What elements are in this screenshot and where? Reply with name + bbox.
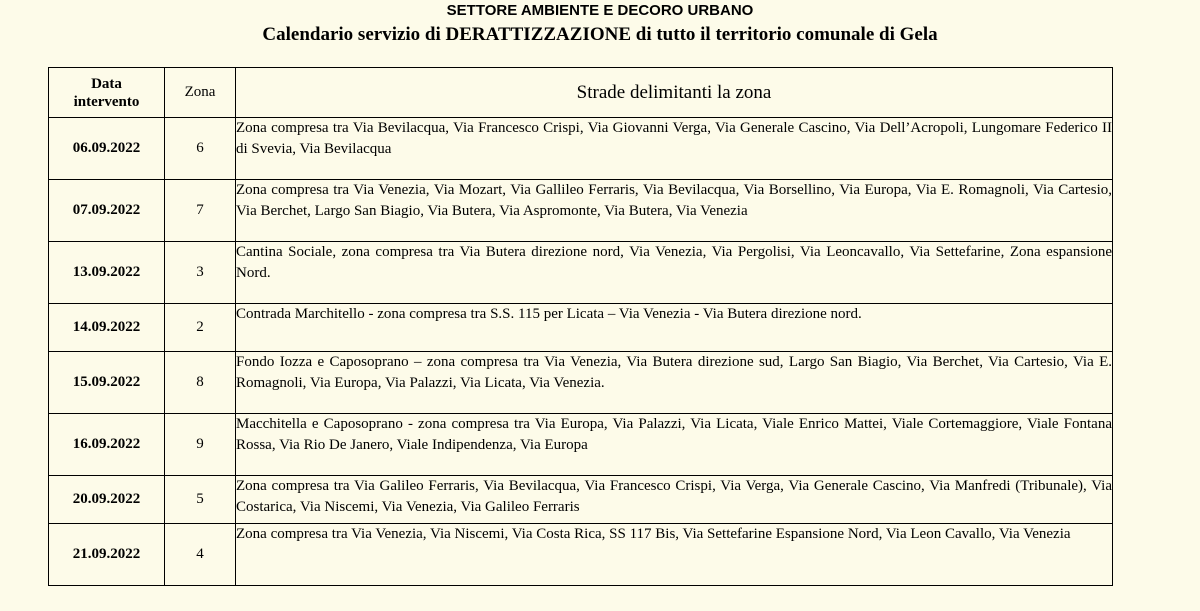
schedule-table [48,67,1113,586]
row-date: 06.09.2022 [49,118,165,180]
row-zone: 4 [165,524,236,586]
document-title: Calendario servizio di DERATTIZZAZIONE di tutto il territorio comunale di Gela [262,24,938,45]
column-header-date-line2: intervento [73,93,140,110]
row-date: 07.09.2022 [49,180,165,242]
column-header-streets: Strade delimitanti la zona [236,68,1113,118]
row-date: 13.09.2022 [49,242,165,304]
column-header-zone: Zona [165,68,236,118]
table-row [49,476,1113,524]
column-header-date [49,68,165,118]
row-streets: Fondo Iozza e Caposoprano – zona compresa tra Via Venezia, Via Butera direzione sud, Largo San Biagio, Via Berchet, Via Cartesio, Via E. Romagnoli, Via Europa, Via Palazzi, Via Licata, Via Venezia. [236,352,1113,414]
row-streets: Contrada Marchitello - zona compresa tra S.S. 115 per Licata – Via Venezia - Via Butera direzione nord. [236,304,1113,352]
row-date: 16.09.2022 [49,414,165,476]
row-zone: 2 [165,304,236,352]
row-date: 15.09.2022 [49,352,165,414]
row-date: 20.09.2022 [49,476,165,524]
table-header-row [49,68,1113,118]
table-row [49,118,1113,180]
row-streets: Zona compresa tra Via Venezia, Via Niscemi, Via Costa Rica, SS 117 Bis, Via Settefarine Espansione Nord, Via Leon Cavallo, Via Venezia [236,524,1113,586]
table-row [49,352,1113,414]
table-row [49,414,1113,476]
table-row [49,242,1113,304]
table-row [49,180,1113,242]
document-header [0,0,1200,46]
row-date: 14.09.2022 [49,304,165,352]
row-streets: Macchitella e Caposoprano - zona compresa tra Via Europa, Via Palazzi, Via Licata, Viale Enrico Mattei, Viale Cortemaggiore, Viale Fontana Rossa, Via Rio De Janero, Viale Indipendenza, Via Europa [236,414,1113,476]
row-zone: 7 [165,180,236,242]
row-zone: 6 [165,118,236,180]
row-zone: 3 [165,242,236,304]
row-zone: 9 [165,414,236,476]
row-zone: 5 [165,476,236,524]
department-heading: SETTORE AMBIENTE E DECORO URBANO [446,2,754,19]
table-row [49,304,1113,352]
column-header-date-line1: Data [91,75,122,92]
row-streets: Cantina Sociale, zona compresa tra Via Butera direzione nord, Via Venezia, Via Pergolisi, Via Leoncavallo, Via Settefarine, Zona espansione Nord. [236,242,1113,304]
row-zone: 8 [165,352,236,414]
table-row [49,524,1113,586]
row-streets: Zona compresa tra Via Venezia, Via Mozart, Via Gallileo Ferraris, Via Bevilacqua, Via Borsellino, Via Europa, Via E. Romagnoli, Via Cartesio, Via Berchet, Largo San Biagio, Via Butera, Via Aspromonte, Via Butera, Via Venezia [236,180,1113,242]
row-streets: Zona compresa tra Via Galileo Ferraris, Via Bevilacqua, Via Francesco Crispi, Via Verga, Via Generale Cascino, Via Manfredi (Tribunale), Via Costarica, Via Niscemi, Via Venezia, Via Galileo Ferraris [236,476,1113,524]
row-date: 21.09.2022 [49,524,165,586]
row-streets: Zona compresa tra Via Bevilacqua, Via Francesco Crispi, Via Giovanni Verga, Via Generale Cascino, Via Dell’Acropoli, Lungomare Federico II di Svevia, Via Bevilacqua [236,118,1113,180]
